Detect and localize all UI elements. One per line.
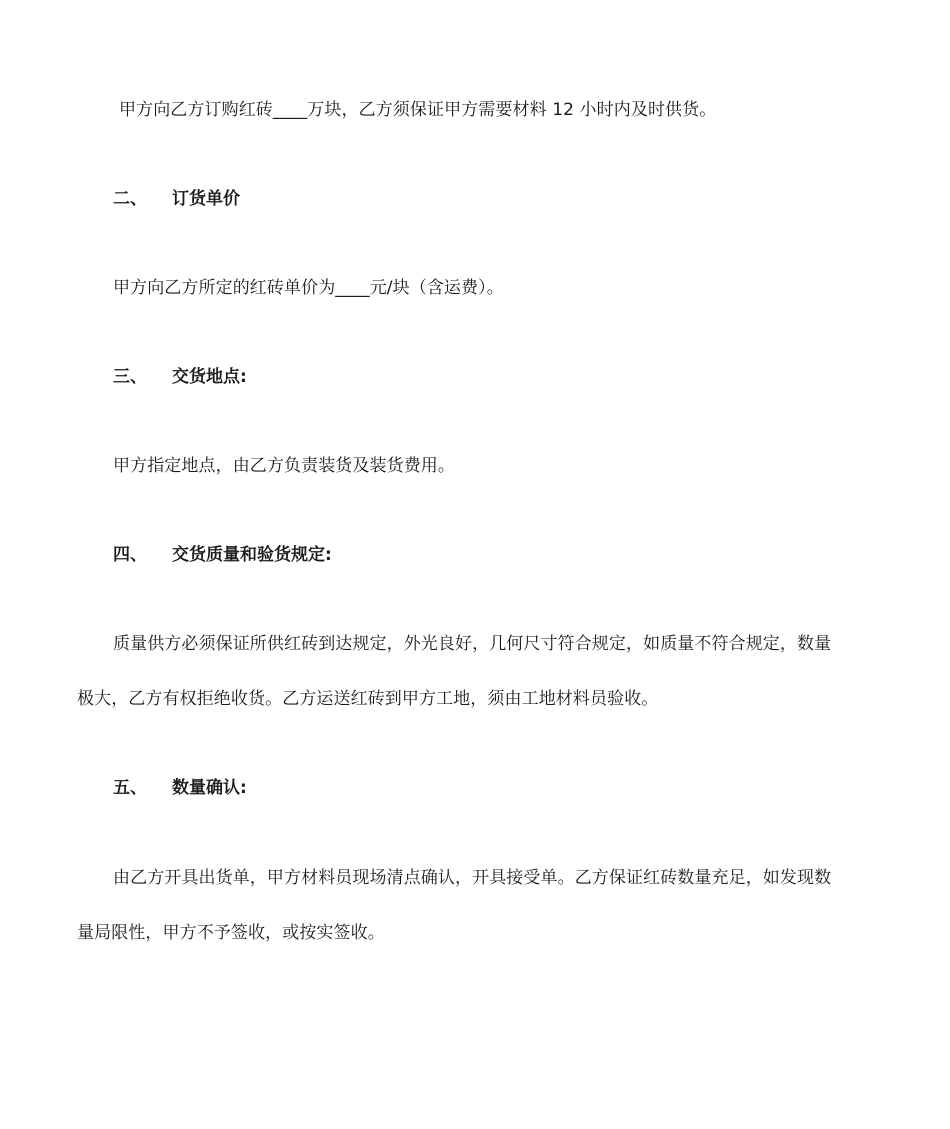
section-heading-delivery-location (113, 365, 247, 389)
paragraph-unit-price: 甲方向乙方所定的红砖单价为____元/块（含运费）。 (113, 278, 504, 298)
section-number: 四、 (113, 545, 147, 565)
section-heading-unit-price (113, 187, 240, 211)
section-title: 交货地点: (172, 367, 247, 387)
paragraph-quality-line-2: 极大，乙方有权拒绝收货。乙方运送红砖到甲方工地，须由工地材料员验收。 (77, 689, 659, 709)
paragraph-order-quantity: 甲方向乙方订购红砖____万块，乙方须保证甲方需要材料 12 小时内及时供货。 (119, 100, 717, 120)
section-number: 二、 (113, 189, 147, 209)
section-title: 订货单价 (172, 189, 240, 209)
section-heading-quantity-confirmation (113, 776, 247, 800)
section-title: 数量确认: (172, 778, 247, 798)
paragraph-quantity-line-1: 由乙方开具出货单，甲方材料员现场清点确认，开具接受单。乙方保证红砖数量充足，如发现数 (113, 868, 832, 888)
section-heading-quality-inspection (113, 543, 332, 567)
section-number: 五、 (113, 778, 147, 798)
paragraph-quality-line-1: 质量供方必须保证所供红砖到达规定，外光良好，几何尺寸符合规定，如质量不符合规定，数量 (113, 634, 832, 654)
section-title: 交货质量和验货规定: (172, 545, 332, 565)
paragraph-delivery-location: 甲方指定地点，由乙方负责装货及装货费用。 (113, 456, 455, 476)
section-number: 三、 (113, 367, 147, 387)
paragraph-quantity-line-2: 量局限性，甲方不予签收，或按实签收。 (77, 923, 385, 943)
